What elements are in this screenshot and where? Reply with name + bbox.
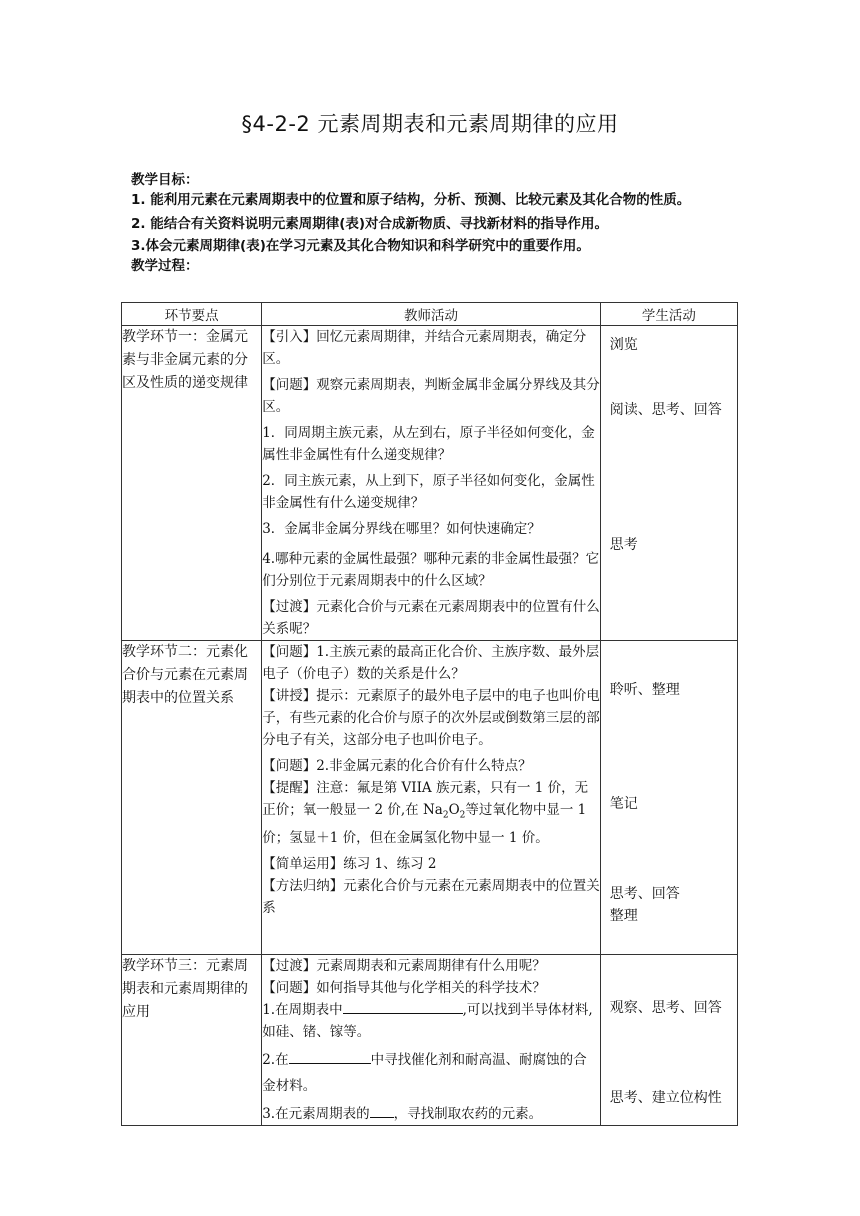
student-activity-cell <box>600 641 737 955</box>
teacher-line: 【过渡】元素周期表和元素周期律有什么用呢？ <box>262 958 546 974</box>
question-text: 中寻找催化剂和耐高温、耐腐蚀的合金材料。 <box>262 1052 587 1094</box>
fill-in-blank[interactable] <box>289 1049 371 1064</box>
fill-in-blank[interactable] <box>370 1103 394 1118</box>
goal-item: 3.体会元素周期律(表)在学习元素及其化合物知识和科学研究中的重要作用。 <box>131 238 590 254</box>
stage-cell <box>122 955 262 1126</box>
student-activity-cell <box>600 955 737 1126</box>
fill-in-question <box>262 1103 600 1125</box>
student-activity: 聆听、整理 <box>609 682 680 698</box>
teacher-line: 【简单运用】练习 1、练习 2 <box>262 855 437 872</box>
teacher-activity-cell <box>262 955 601 1126</box>
student-activity-cell <box>600 326 737 641</box>
table-row <box>122 641 738 955</box>
table-header-row <box>122 303 738 326</box>
student-activity: 观察、思考、回答 <box>609 1000 722 1016</box>
fill-in-blank[interactable] <box>343 999 463 1014</box>
question-text: 3.在元素周期表的 <box>262 1106 370 1122</box>
teacher-line: 【问题】观察元素周期表，判断金属非金属分界线及其分区。 <box>262 377 600 415</box>
teacher-line: 【问题】1.主族元素的最高正化合价、主族序数、最外层电子（价电子）数的关系是什么？ <box>262 644 600 682</box>
teacher-line: 4.哪种元素的金属性最强？哪种元素的非金属性最强？它们分别位于元素周期表中的什么区域？ <box>262 551 600 589</box>
teacher-line: 【引入】回忆元素周期律，并结合元素周期表，确定分区。 <box>262 329 587 367</box>
stage-text: 教学环节三：元素周期表和元素周期律的应用 <box>122 958 248 1020</box>
student-activity: 整理 <box>609 908 638 924</box>
teacher-line: 3．金属非金属分界线在哪里？如何快速确定？ <box>262 521 541 537</box>
question-text: 2.在 <box>262 1052 289 1068</box>
teacher-line: 【问题】2.非金属元素的化合价有什么特点？ <box>262 758 532 774</box>
reminder-text: O <box>448 802 460 818</box>
fill-in-question <box>262 999 600 1043</box>
teacher-line: 【方法归纳】元素化合价与元素在元素周期表中的位置关系 <box>262 877 600 916</box>
column-header-student: 学生活动 <box>600 303 737 326</box>
teaching-process-table <box>121 302 738 1126</box>
question-text: 1.在周期表中 <box>262 1002 343 1018</box>
student-activity: 阅读、思考、回答 <box>609 402 722 418</box>
teacher-line: 【讲授】提示：元素原子的最外电子层中的电子也叫价电子，有些元素的化合价与原子的次外层或倒数第三层的部分电子有关，这部分电子也叫价电子。 <box>262 688 600 748</box>
page-title: §4-2-2 元素周期表和元素周期律的应用 <box>241 112 619 136</box>
goal-item: 1. 能利用元素在元素周期表中的位置和原子结构，分析、预测、比较元素及其化合物的性质。 <box>131 192 691 208</box>
student-activity: 思考 <box>609 537 638 553</box>
goals-heading: 教学目标： <box>131 172 199 188</box>
table-row <box>122 326 738 641</box>
process-heading: 教学过程： <box>131 258 199 274</box>
student-activity: 思考、回答 <box>609 886 680 902</box>
teacher-line: 1．同周期主族元素，从左到右，原子半径如何变化，金属性非金属性有什么递变规律？ <box>262 425 595 463</box>
student-activity: 浏览 <box>609 337 638 353</box>
teacher-line: 【问题】如何指导其他与化学相关的科学技术？ <box>262 980 546 996</box>
reminder-text: 【提醒】注意：氟是第 VIIA 族元素，只有一 1 价，无正价；氧一般显一 2 价,在 Na <box>262 780 589 818</box>
student-activity: 笔记 <box>609 796 638 812</box>
subscript: 2 <box>459 810 466 821</box>
student-activity: 思考、建立位构性 <box>609 1090 722 1106</box>
teaching-goals <box>131 170 741 276</box>
goal-item: 2. 能结合有关资料说明元素周期律(表)对合成新物质、寻找新材料的指导作用。 <box>131 216 609 232</box>
teacher-activity-cell <box>262 326 601 641</box>
stage-cell <box>122 641 262 955</box>
subscript: 2 <box>442 810 449 821</box>
teacher-activity-cell <box>262 641 601 955</box>
stage-text: 教学环节一：金属元素与非金属元素的分区及性质的递变规律 <box>122 329 248 391</box>
column-header-teacher: 教师活动 <box>262 303 601 326</box>
column-header-stage: 环节要点 <box>122 303 262 326</box>
teacher-line reminder <box>262 777 600 849</box>
reminder-text: 等过氧化物中显一 1 价；氢显＋1 价，但在金属氢化物中显一 1 价。 <box>262 802 587 846</box>
teacher-line: 【过渡】元素化合价与元素在元素周期表中的位置有什么关系呢？ <box>262 599 600 637</box>
question-text: ,可以找到半导体材料,如硅、锗、镓等。 <box>262 1002 593 1040</box>
question-text: ，寻找制取农药的元素。 <box>393 1106 543 1122</box>
teacher-line: 2．同主族元素，从上到下，原子半径如何变化，金属性非金属性有什么递变规律？ <box>262 473 595 511</box>
stage-text: 教学环节二：元素化合价与元素在元素周期表中的位置关系 <box>122 644 248 706</box>
table-row <box>122 955 738 1126</box>
stage-cell <box>122 326 262 641</box>
fill-in-question <box>262 1047 600 1099</box>
